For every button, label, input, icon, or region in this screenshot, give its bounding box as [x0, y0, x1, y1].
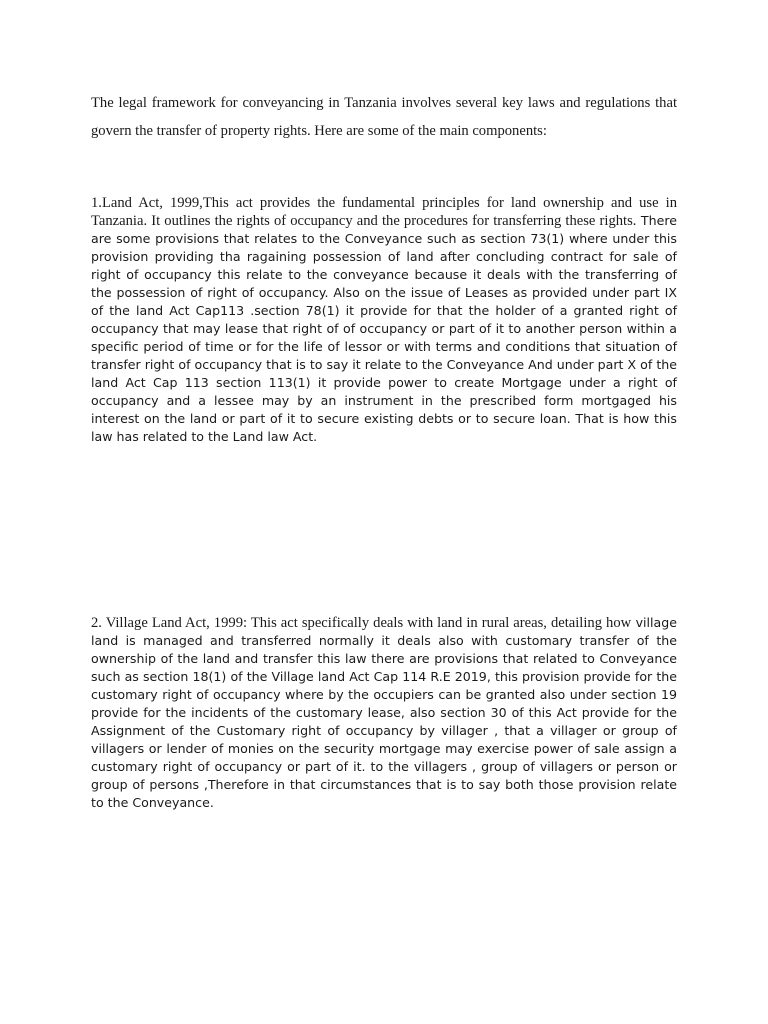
village-land-act-body-text: village land is managed and transferred normally it deals also with customary transfer of the ownership of the land and transfer this law there are provisions that related to Conveyance such as section 18(1) of the Village land Act Cap 114 R.E 2019, this provision provide for the customary right of occupancy where by the occupiers can be granted also under section 19 provide for the incidents of the customary lease, also section 30 of this Act provide for the Assignment of the Customary right of occupancy by villager , that a villager or group of villagers or lender of monies on the security mortgage may exercise power of sale assign a customary right of occupancy or part of it. to the villagers , group of villagers or person or group of persons ,Therefore in that circumstances that is to say both those provision relate to the Conveyance.	[91, 615, 677, 810]
intro-paragraph: The legal framework for conveyancing in Tanzania involves several key laws and regulations that govern the transfer of property rights. Here are some of the main components:	[91, 95, 677, 140]
land-act-body-text: There are some provisions that relates to the Conveyance such as section 73(1) where under this provision providing tha ragaining possession of land after concluding contract for sale of right of occupancy this relate to the conveyance because it deals with the transferring of the possession of right of occupancy. Also on the issue of Leases as provided under part IX of the land Act Cap113 .section 78(1) it provide for that the holder of a granted right of occupancy that may lease that right of of occupancy or part of it to another person within a specific period of time or for the life of lessor or with terms and conditions that situation of transfer right of occupancy that is to say it relate to the Conveyance And under part X of the land Act Cap 113 section 113(1) it provide power to create Mortgage under a right of occupancy and a lessee may by an instrument in the prescribed form mortgaged his interest on the land or part of it to secure existing debts or to secure loan. That is how this law has related to the Land law Act.	[91, 213, 677, 444]
land-act-paragraph	[91, 194, 677, 446]
village-land-act-lead-text: 2. Village Land Act, 1999: This act specifically deals with land in rural areas, detailing how	[91, 615, 632, 631]
village-land-act-paragraph	[91, 614, 677, 812]
land-act-lead-text: 1.Land Act, 1999,This act provides the fundamental principles for land ownership and use in Tanzania. It outlines the rights of occupancy and the procedures for transferring these rights.	[91, 195, 677, 229]
